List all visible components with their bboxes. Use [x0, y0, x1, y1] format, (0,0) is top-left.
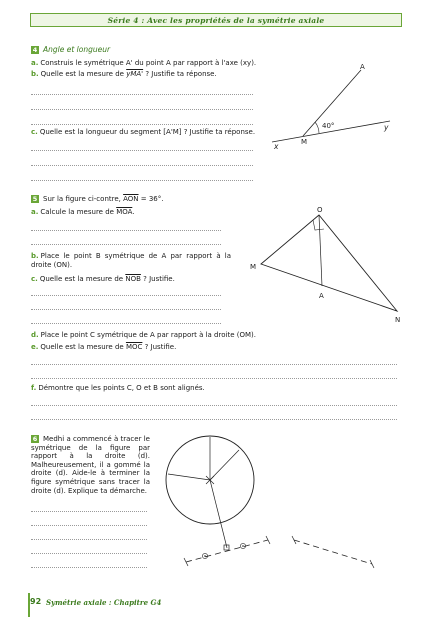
answer-line[interactable] — [31, 539, 147, 540]
ex4-a-label: a. — [31, 59, 39, 67]
answer-line[interactable] — [31, 309, 221, 310]
x-label: x — [274, 142, 279, 151]
answer-line[interactable] — [31, 364, 397, 365]
answer-line[interactable] — [31, 567, 147, 568]
ex5-d-label: d. — [31, 331, 39, 339]
ex5-c-text-post: ? Justifie. — [143, 275, 175, 283]
radius-line — [210, 450, 239, 480]
ex5-e-text-post: ? Justifie. — [144, 343, 177, 351]
right-angle-mark — [313, 220, 324, 230]
answer-line[interactable] — [31, 378, 397, 379]
ex4-number-badge: 4 — [32, 46, 38, 54]
ex5-number-badge: 5 — [32, 195, 38, 203]
ex5-figure — [245, 203, 405, 325]
series-title: Série 4 : Avec les propriétés de la symétrie axiale — [107, 15, 325, 25]
point-o-label: O — [317, 206, 323, 214]
circle-marker — [204, 555, 206, 557]
dashed-line — [294, 540, 372, 564]
ex5-intro-angle: $\overline{AON}$ — [123, 195, 139, 203]
ex5-intro-pre: Sur la figure ci-contre, — [43, 195, 121, 203]
answer-line[interactable] — [31, 405, 397, 406]
answer-line[interactable] — [31, 165, 253, 166]
ex5-question-f — [31, 384, 205, 393]
answer-line[interactable] — [31, 511, 147, 512]
page-number: 92 — [30, 597, 42, 606]
answer-line[interactable] — [31, 180, 253, 181]
ex4-c-label: c. — [31, 128, 38, 136]
ex5-intro — [31, 195, 164, 204]
point-m-label: M — [301, 138, 308, 146]
ex5-b-label: b. — [31, 252, 39, 260]
ex6-text — [31, 435, 150, 495]
tick-mark — [370, 560, 374, 568]
ex5-b-text: Place le point B symétrique de A par rapport à la droite (ON). — [31, 252, 231, 269]
answer-line[interactable] — [31, 323, 221, 324]
angle-label: 40° — [322, 122, 335, 130]
answer-line[interactable] — [31, 124, 253, 125]
dashed-line — [186, 540, 268, 562]
triangle-omn — [261, 215, 397, 311]
ex5-a-angle: $\overline{MOA}$ — [116, 208, 133, 216]
ex5-a-text-pre: Calcule la mesure de — [40, 208, 114, 216]
y-label: y — [384, 123, 389, 132]
ex5-question-b — [31, 252, 231, 269]
point-m-label: M — [250, 263, 257, 271]
ex5-f-text: Démontre que les points C, O et B sont alignés. — [38, 384, 205, 392]
ex4-b-angle: yMA' — [126, 70, 144, 78]
ex5-e-angle: $\overline{MOC}$ — [125, 343, 143, 351]
point-n-label: N — [395, 316, 401, 324]
answer-line[interactable] — [31, 230, 221, 231]
radius-line — [168, 474, 210, 480]
answer-line[interactable] — [31, 553, 147, 554]
ex5-d-text: Place le point C symétrique de A par rapport à la droite (OM). — [40, 331, 256, 339]
series-title-bar — [30, 13, 402, 27]
ex5-c-angle: $\overline{NOB}$ — [125, 275, 141, 283]
ex5-e-label: e. — [31, 343, 39, 351]
ex5-a-text-post: . — [132, 208, 135, 216]
ex5-f-label: f. — [31, 384, 37, 392]
answer-line[interactable] — [31, 244, 221, 245]
circle-marker — [242, 545, 244, 547]
segment-to-square — [210, 480, 227, 548]
ex4-heading: Angle et longueur — [43, 45, 111, 54]
answer-line[interactable] — [31, 109, 253, 110]
segment-oa — [319, 215, 322, 286]
ex4-b-text-post: ? Justifie ta réponse. — [145, 70, 217, 78]
ex5-c-label: c. — [31, 275, 38, 283]
point-a-label: A — [360, 63, 365, 71]
ex6-number-badge: 6 — [32, 435, 38, 443]
ex4-b-label: b. — [31, 70, 39, 78]
ex4-b-text-pre: Quelle est la mesure de — [40, 70, 124, 78]
ex4-c-text: Quelle est la longueur du segment [A'M] ? Justifie ta réponse. — [39, 128, 256, 136]
point-a-label: A — [319, 292, 324, 300]
answer-line[interactable] — [31, 525, 147, 526]
ex5-intro-post: = 36°. — [140, 195, 164, 203]
ex5-c-text-pre: Quelle est la mesure de — [39, 275, 124, 283]
ex6-figure — [160, 432, 400, 582]
ex5-question-d — [31, 331, 256, 340]
chapter-title: Symétrie axiale : Chapitre G4 — [46, 598, 162, 607]
ex5-a-label: a. — [31, 208, 39, 216]
ex4-question-c — [31, 128, 255, 137]
answer-line[interactable] — [31, 419, 397, 420]
answer-line[interactable] — [31, 295, 221, 296]
ex5-question-a — [31, 208, 135, 217]
ex4-heading-row — [31, 45, 110, 55]
answer-line[interactable] — [31, 150, 253, 151]
ex4-figure — [268, 58, 398, 156]
tick-mark — [292, 536, 296, 544]
ex5-e-text-pre: Quelle est la mesure de — [40, 343, 124, 351]
angle-arc — [315, 122, 319, 133]
ex4-a-text: Construis le symétrique A' du point A par rapport à l'axe (xy). — [40, 59, 257, 67]
answer-line[interactable] — [31, 94, 253, 95]
ex4-question-a — [31, 59, 256, 68]
ex5-question-c — [31, 275, 175, 284]
ex5-question-e — [31, 343, 176, 352]
ex6-statement: Medhi a commencé à tracer le symétrique de la figure par rapport à la droite (d). Malheureusement, il a gommé la droite (d). Aide-le à terminer la figure symétrique sans tracer la droite (d). Explique ta démarche. — [31, 435, 150, 495]
ex4-question-b — [31, 70, 217, 79]
